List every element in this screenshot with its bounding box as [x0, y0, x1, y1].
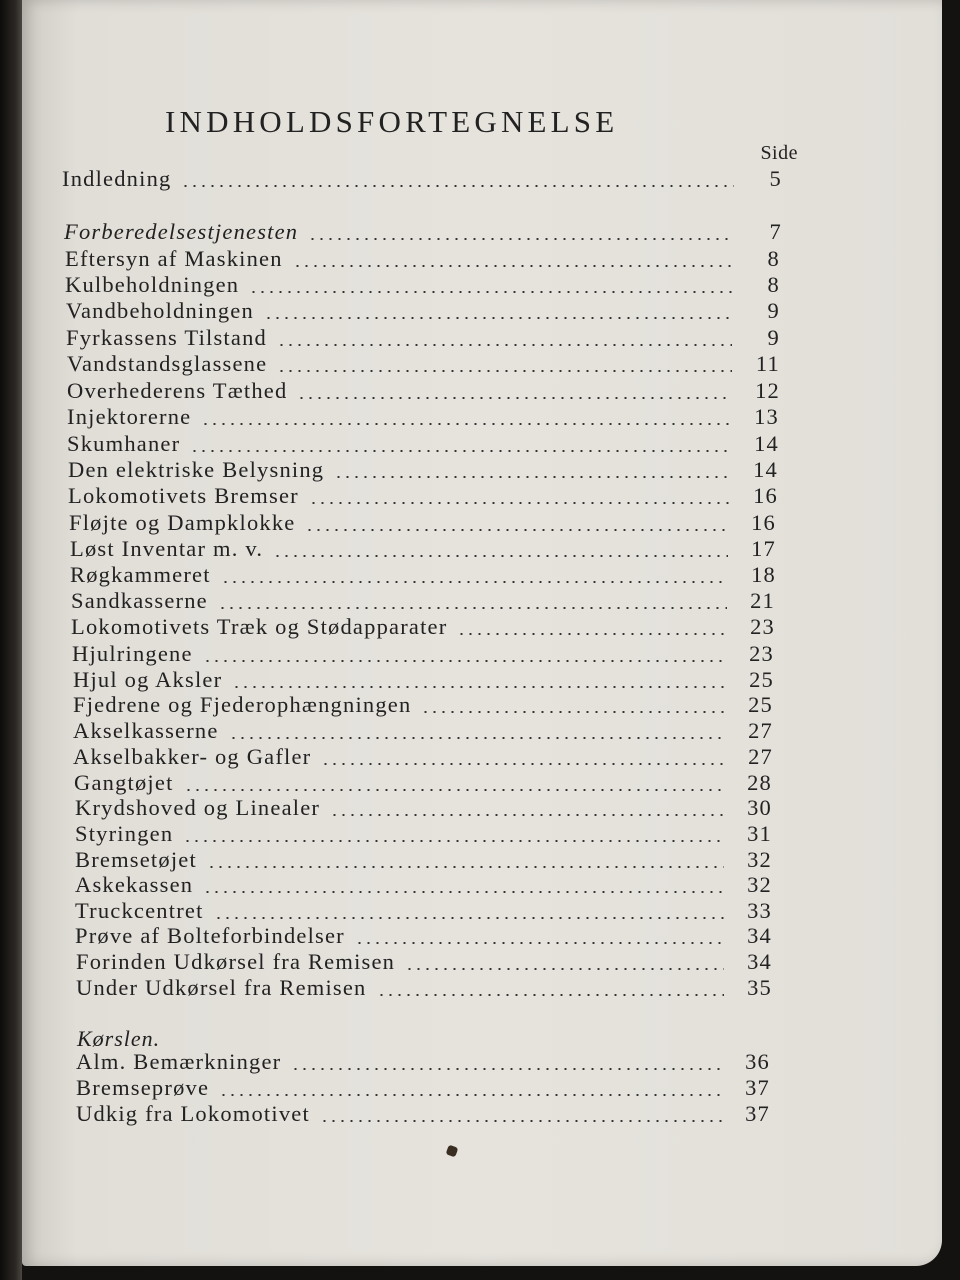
dot-leader [321, 763, 725, 765]
toc-entry-page: 30 [747, 795, 772, 820]
toc-entry-label: Gangtøjet [74, 770, 174, 795]
dot-leader [184, 789, 724, 791]
toc-entry [73, 667, 774, 693]
dot-leader [221, 581, 728, 583]
dot-leader [405, 968, 724, 970]
dot-leader [207, 866, 724, 868]
toc-entry-label: Askekassen [75, 872, 194, 897]
toc-entry-page: 27 [748, 718, 773, 743]
toc-entry-page: 8 [767, 272, 780, 297]
toc-entry [76, 1075, 770, 1101]
page-title: INDHOLDSFORTEGNELSE [165, 104, 619, 139]
dot-leader [273, 555, 728, 557]
toc-entry [64, 219, 782, 245]
toc-entry-page: 8 [767, 246, 780, 271]
toc-entry-label: Indledning [62, 166, 172, 191]
dot-leader [277, 344, 732, 346]
dot-leader [183, 840, 724, 842]
toc-entry-page: 25 [748, 692, 773, 717]
toc-entry-page: 23 [749, 641, 774, 666]
dot-leader [421, 711, 725, 713]
toc-entry-label: Fjedrene og Fjederophængningen [73, 692, 412, 717]
toc-entry-page: 9 [767, 325, 780, 350]
toc-entry-label: Prøve af Bolteforbindelser [75, 923, 345, 948]
toc-entry-label: Den elektriske Belysning [68, 457, 325, 482]
toc-entry-page: 37 [745, 1101, 770, 1126]
dot-leader [320, 1120, 722, 1122]
toc-entry [70, 536, 776, 562]
toc-entry [67, 378, 780, 404]
toc-entry-page: 13 [754, 404, 779, 429]
toc-entry [73, 692, 773, 718]
toc-entry [71, 614, 775, 640]
toc-entry [71, 588, 775, 614]
toc-entry [70, 562, 776, 588]
toc-entry-label: Røgkammeret [70, 562, 211, 587]
toc-entry-label: Akselkasserne [73, 718, 219, 743]
toc-entry-page: 21 [750, 588, 775, 613]
toc-entry-label: Hjul og Aksler [73, 667, 223, 692]
toc-entry [74, 770, 772, 796]
toc-entry-page: 34 [747, 949, 772, 974]
toc-entry-page: 32 [747, 872, 772, 897]
toc-entry-label: Truckcentret [75, 898, 204, 923]
toc-entry [66, 298, 780, 324]
dot-leader [291, 1068, 722, 1070]
toc-entry [73, 718, 773, 744]
toc-entry [67, 404, 779, 430]
toc-entry-label: Krydshoved og Linealer [75, 795, 321, 820]
dot-leader [249, 291, 732, 293]
toc-entry [75, 898, 772, 924]
toc-entry-label: Akselbakker- og Gafler [73, 744, 312, 769]
toc-entry-page: 27 [748, 744, 773, 769]
toc-entry [67, 351, 780, 377]
dot-leader [203, 891, 724, 893]
toc-entry-label: Under Udkørsel fra Remisen [76, 975, 367, 1000]
toc-entry-label: Kulbeholdningen [65, 272, 240, 297]
dot-leader [305, 529, 728, 531]
toc-entry [76, 949, 772, 975]
toc-entry-label: Hjulringene [72, 641, 193, 666]
dot-leader [293, 265, 732, 267]
toc-entry [76, 1101, 770, 1127]
dot-leader [308, 238, 734, 240]
toc-entry-label: Eftersyn af Maskinen [65, 246, 283, 271]
toc-entry-page: 32 [747, 847, 772, 872]
toc-entry [75, 923, 772, 949]
toc-entry-label: Udkig fra Lokomotivet [76, 1101, 310, 1126]
toc-entry-page: 16 [751, 510, 776, 535]
toc-entry-page: 17 [751, 536, 776, 561]
toc-entry [75, 821, 772, 847]
toc-entry [69, 510, 776, 536]
toc-entry [62, 166, 782, 192]
toc-entry-page: 28 [747, 770, 772, 795]
toc-entry [73, 744, 773, 770]
dot-leader [309, 502, 730, 504]
dot-leader [218, 607, 727, 609]
toc-entry [65, 272, 780, 298]
toc-entry-label: Alm. Bemærkninger [76, 1049, 282, 1074]
section-heading: Kørslen. [77, 1026, 161, 1051]
toc-entry [67, 431, 779, 457]
toc-entry-page: 23 [750, 614, 775, 639]
toc-entry-label: Injektorerne [67, 404, 192, 429]
toc-entry-label: Skumhaner [67, 431, 181, 456]
toc-entry-page: 14 [753, 457, 778, 482]
toc-entry [76, 975, 772, 1001]
toc-entry-page: 11 [755, 351, 780, 376]
dot-leader [214, 917, 724, 919]
book-spine [0, 0, 22, 1280]
toc-entry-page: 5 [769, 166, 782, 191]
toc-entry-page: 18 [751, 562, 776, 587]
toc-entry-page: 34 [747, 923, 772, 948]
toc-entry-page: 31 [747, 821, 772, 846]
dot-leader [203, 660, 726, 662]
toc-entry-page: 9 [767, 298, 780, 323]
toc-entry-label: Lokomotivets Træk og Stødapparater [71, 614, 448, 639]
toc-entry-label: Overhederens Tæthed [67, 378, 288, 403]
dot-leader [277, 370, 732, 372]
toc-entry-label: Sandkasserne [71, 588, 208, 613]
toc-entry [76, 1049, 770, 1075]
toc-entry [68, 483, 778, 509]
dot-leader [377, 994, 725, 996]
toc-entry-label: Fyrkassens Tilstand [66, 325, 267, 350]
dot-leader [355, 942, 724, 944]
dot-leader [330, 814, 724, 816]
toc-entry-label: Vandbeholdningen [66, 298, 254, 323]
toc-entry [75, 872, 772, 898]
toc-entry [65, 246, 780, 272]
toc-entry-page: 16 [753, 483, 778, 508]
toc-entry-page: 25 [749, 667, 774, 692]
toc-entry-label: Fløjte og Dampklokke [69, 510, 296, 535]
toc-entry-page: 37 [745, 1075, 770, 1100]
dot-leader [334, 476, 730, 478]
toc-entry [66, 325, 780, 351]
dot-leader [457, 633, 727, 635]
toc-entry-label: Styringen [75, 821, 174, 846]
dot-leader [190, 450, 731, 452]
dot-leader [232, 686, 726, 688]
toc-entry-page: 7 [769, 219, 782, 244]
toc-entry-page: 36 [745, 1049, 770, 1074]
dot-leader [264, 317, 732, 319]
dot-leader [229, 737, 725, 739]
toc-entry-page: 14 [754, 431, 779, 456]
toc-entry-label: Vandstandsglassene [67, 351, 268, 376]
toc-entry-page: 35 [747, 975, 772, 1000]
toc-entry-label: Bremseprøve [76, 1075, 210, 1100]
toc-entry-label: Løst Inventar m. v. [70, 536, 264, 561]
toc-entry-label: Forinden Udkørsel fra Remisen [76, 949, 396, 974]
dot-leader [297, 397, 732, 399]
toc-entry-label: Forberedelsestjenesten [64, 219, 299, 244]
toc-entry-label: Lokomotivets Bremser [68, 483, 299, 508]
toc-entry-page: 12 [755, 378, 780, 403]
toc-entry [75, 795, 772, 821]
toc-entry-page: 33 [747, 898, 772, 923]
toc-entry [72, 641, 774, 667]
dot-leader [181, 185, 734, 187]
toc-entry [68, 457, 778, 483]
dot-leader [219, 1094, 722, 1096]
page-column-header: Side [760, 142, 798, 164]
toc-entry [75, 847, 772, 873]
dot-leader [201, 423, 731, 425]
toc-entry-label: Bremsetøjet [75, 847, 197, 872]
